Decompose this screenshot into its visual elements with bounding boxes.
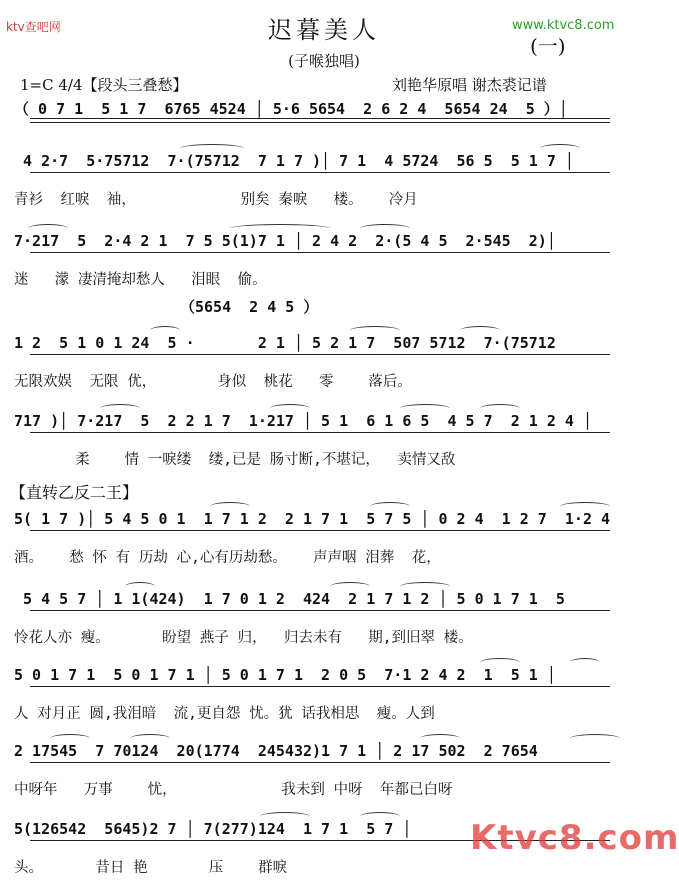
notation: 5 4 5 7 │ 1 1(424) 1 7 0 1 2 424 2 1 7 1 2 │ 5 0 1 7 1 5 — [14, 590, 565, 608]
song-title: 迟暮美人 — [268, 16, 380, 44]
beam-underline — [30, 252, 610, 253]
notation: 5( 1 7 )│ 5 4 5 0 1 1 7 1 2 2 1 7 1 5 7 5 │ 0 2 4 1 2 7 1·2 4 — [14, 510, 611, 528]
lyrics: 无限欢娱 无限 优， 身似 桃花 零 落后。 — [14, 374, 412, 390]
score-line-7 — [0, 590, 648, 666]
beam-underline — [30, 686, 610, 687]
lyrics: 怜花人亦 瘦。 盼望 燕子 归， 归去未有 期,到旧翠 楼。 — [14, 630, 473, 646]
score-line-8 — [0, 666, 648, 742]
notation: 5 0 1 7 1 5 0 1 7 1 │ 5 0 1 7 1 2 0 5 7·1 2 4 2 1 5 1 │ — [14, 666, 556, 684]
part-number: (一) — [530, 34, 566, 58]
beam-underline — [30, 432, 610, 433]
notation: 2 17545 7 70124 20(1774 245432)1 7 1 │ 2 17 502 2 7654 — [14, 742, 538, 760]
notation: 717 )│ 7·217 5 2 2 1 7 1·217 │ 5 1 6 1 6 5 4 5 7 2 1 2 4 │ — [14, 412, 592, 430]
beam-underline — [30, 172, 610, 173]
beam-underline — [30, 354, 610, 355]
beam-underline — [30, 122, 610, 123]
lyrics: 酒。 愁 怀 有 历劫 心,心有历劫愁。 声声咽 泪葬 花， — [14, 550, 441, 566]
lyrics: 头。 昔日 艳 压 群唳 — [14, 860, 288, 876]
score-line-3 — [0, 232, 648, 308]
notation: （ 0 7 1 5 1 7 6765 4524 │ 5·6 5654 2 6 2 4 5654 24 5 ）│ — [14, 100, 568, 118]
lyrics: 人 对月正 圆,我泪暗 流,更自怨 忧。犹 话我相思 瘦。人到 — [14, 706, 435, 722]
lyrics: 柔 情 一唳缕 缕,已是 肠寸断,不堪记， 卖情又敌 — [14, 452, 456, 468]
score-line-4 — [0, 334, 648, 410]
notation: 5(126542 5645)2 7 │ 7(277)124 1 7 1 5 7 │ — [14, 820, 412, 838]
notation: 4 2·7 5·75712 7·(75712 7 1 7 )│ 7 1 4 5724 56 5 5 1 7 │ — [14, 152, 574, 170]
score-line-5 — [0, 412, 648, 488]
score-line-2 — [0, 152, 648, 228]
lyrics: 青衫 红唳 袖， 别矣 秦唳 楼。 冷月 — [14, 192, 418, 208]
beam-underline — [30, 530, 610, 531]
beam-underline — [30, 118, 610, 119]
song-subtitle: (子喉独唱) — [288, 52, 360, 70]
instrumental-interlude: （5654 2 4 5 ） — [180, 298, 319, 316]
lyrics: 中呀年 万事 忧， 我未到 中呀 年都已白呀 — [14, 782, 453, 798]
watermark-right: www.ktvc8.com — [512, 18, 615, 33]
credits: 刘艳华原唱 谢杰裘记谱 — [392, 76, 547, 94]
notation: 1 2 5 1 0 1 24 5 · 2 1 │ 5 2 1 7 507 5712 7·(75712 — [14, 334, 556, 352]
score-line-6 — [0, 510, 648, 586]
site-logo: Ktvc8.com — [470, 818, 679, 858]
notation: 7·217 5 2·4 2 1 7 5 5(1)7 1 │ 2 4 2 2·(5 4 5 2·545 2)│ — [14, 232, 556, 250]
section-marker: 【直转乙反二王】 — [10, 483, 139, 502]
beam-underline — [30, 762, 610, 763]
watermark-left: ktv查吧网 — [6, 20, 61, 34]
key-meter: 1=C 4/4【段头三叠愁】 — [20, 76, 188, 94]
lyrics: 迷 濛 凄清掩却愁人 泪眼 偷。 — [14, 272, 267, 288]
beam-underline — [30, 610, 610, 611]
score-line-9 — [0, 742, 648, 818]
